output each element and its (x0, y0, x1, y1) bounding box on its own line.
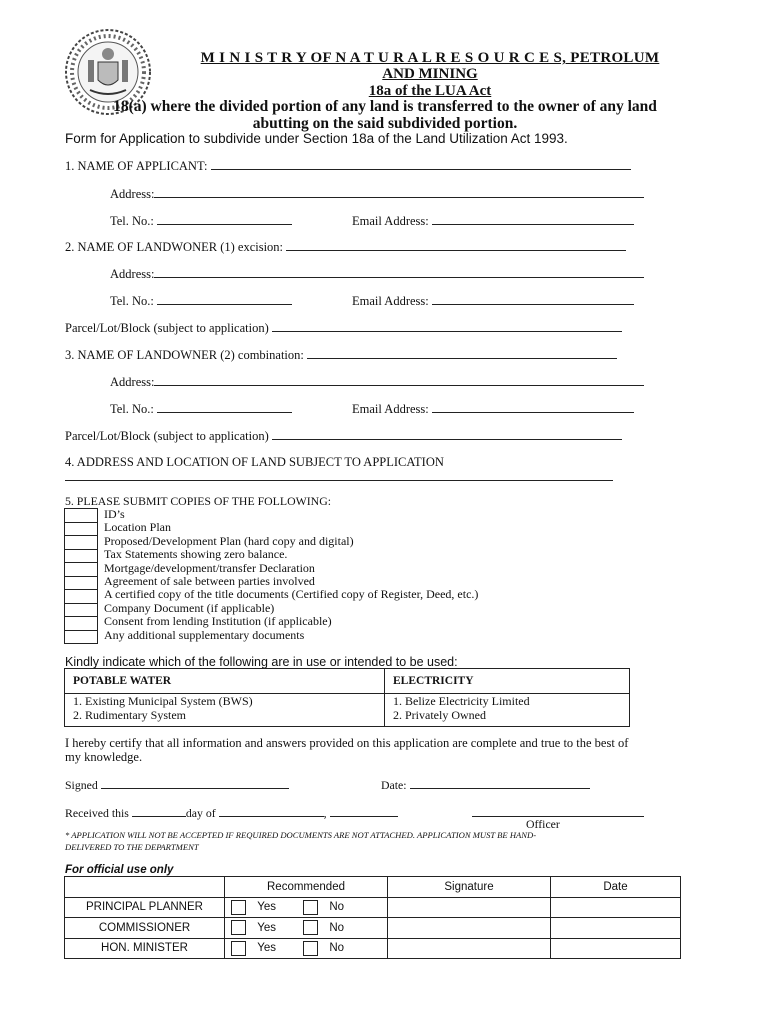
commissioner-yes-checkbox[interactable] (231, 920, 246, 935)
applicant-name-field[interactable] (211, 157, 631, 170)
hon-minister-no-checkbox[interactable] (303, 941, 318, 956)
hon-minister-signature-cell[interactable] (388, 938, 551, 959)
list-item: A certified copy of the title documents (Certified copy of Register, Deed, etc.) (104, 587, 479, 602)
applicant-tel-label: Tel. No.: (110, 214, 154, 228)
potable-water-header: POTABLE WATER (65, 669, 385, 694)
landowner1-name-field[interactable] (286, 238, 626, 251)
list-item: Location Plan (104, 520, 171, 535)
landowner1-parcel-label: Parcel/Lot/Block (subject to application) (65, 321, 269, 335)
landowner1-email-field[interactable] (432, 292, 634, 305)
no-label: No (329, 921, 345, 934)
landowner2-name-field[interactable] (307, 346, 617, 359)
landowner1-address-field[interactable] (154, 265, 644, 278)
notice-line1: * APPLICATION WILL NOT BE ACCEPTED IF REQUIRED DOCUMENTS ARE NOT ATTACHED. APPLICATION MUST BE HAND- (65, 830, 537, 840)
list-item: Consent from lending Institution (if applicable) (104, 614, 332, 629)
checkbox-company-document[interactable] (64, 604, 98, 618)
checkbox-title-documents[interactable] (64, 590, 98, 604)
day-of-label: day of (185, 806, 216, 820)
no-label: No (329, 901, 345, 914)
landowner2-parcel-field[interactable] (272, 427, 622, 440)
signature-field[interactable] (101, 776, 289, 789)
yes-label: Yes (257, 921, 276, 934)
list-item: Mortgage/development/transfer Declaration (104, 560, 315, 575)
landowner2-email-field[interactable] (432, 400, 634, 413)
hon-minister-yes-checkbox[interactable] (231, 941, 246, 956)
no-label: No (329, 942, 345, 955)
role-commissioner: COMMISSIONER (65, 918, 225, 939)
landowner2-tel-label: Tel. No.: (110, 402, 154, 416)
document-checkbox-column (64, 508, 98, 644)
applicant-email-label: Email Address: (352, 214, 429, 228)
checkbox-supplementary-documents[interactable] (64, 631, 98, 645)
landowner2-parcel-label: Parcel/Lot/Block (subject to application) (65, 429, 269, 443)
water-option-rudimentary[interactable]: 2. Rudimentary System (73, 707, 186, 722)
received-month-field[interactable] (219, 804, 324, 817)
act-reference: 18a of the LUA Act (368, 83, 492, 99)
electricity-option-bel[interactable]: 1. Belize Electricity Limited (393, 694, 530, 708)
applicant-address-field[interactable] (154, 185, 644, 198)
landowner1-tel-label: Tel. No.: (110, 294, 154, 308)
landowner1-parcel-field[interactable] (272, 319, 622, 332)
principal-planner-date-cell[interactable] (551, 897, 681, 918)
officer-label: Officer (526, 817, 560, 831)
ministry-title: M I N I S T R Y OF N A T U R A L R E S O U R C E S, PETROLUM (200, 50, 660, 66)
checkbox-development-plan[interactable] (64, 536, 98, 550)
landowner2-name-label: 3. NAME OF LANDOWNER (2) combination: (65, 348, 304, 362)
landowner1-tel-field[interactable] (157, 292, 292, 305)
commissioner-date-cell[interactable] (551, 918, 681, 939)
landowner2-email-label: Email Address: (352, 402, 429, 416)
landowner2-address-field[interactable] (154, 373, 644, 386)
received-year-field[interactable] (330, 804, 398, 817)
applicant-tel-field[interactable] (157, 212, 292, 225)
official-use-table (64, 876, 681, 959)
list-item: Agreement of sale between parties involved (104, 574, 315, 589)
section4-label: 4. ADDRESS AND LOCATION OF LAND SUBJECT TO APPLICATION (65, 455, 444, 469)
recommended-column-header: Recommended (225, 877, 388, 898)
checkbox-lending-consent[interactable] (64, 617, 98, 631)
date-column-header: Date (551, 877, 681, 898)
section-heading-line2: abutting on the said subdivided portion. (252, 115, 518, 132)
checkbox-ids[interactable] (64, 508, 98, 523)
yes-label: Yes (257, 901, 276, 914)
date-label: Date: (381, 778, 407, 792)
received-day-field[interactable] (132, 804, 186, 817)
electricity-option-private[interactable]: 2. Privately Owned (393, 707, 486, 722)
applicant-email-field[interactable] (432, 212, 634, 225)
principal-planner-signature-cell[interactable] (388, 897, 551, 918)
checkbox-location-plan[interactable] (64, 523, 98, 537)
hon-minister-date-cell[interactable] (551, 938, 681, 959)
landowner1-address-label: Address: (110, 267, 155, 281)
certification-text-line1: I hereby certify that all information and answers provided on this application are complete and true to the best of (65, 736, 629, 750)
landowner2-tel-field[interactable] (157, 400, 292, 413)
list-item: Tax Statements showing zero balance. (104, 547, 288, 562)
signature-column-header: Signature (388, 877, 551, 898)
landowner1-email-label: Email Address: (352, 294, 429, 308)
utilities-intro: Kindly indicate which of the following are in use or intended to be used: (65, 655, 458, 669)
utilities-table (64, 668, 630, 727)
form-subtitle: Form for Application to subdivide under Section 18a of the Land Utilization Act 1993. (65, 131, 568, 146)
list-item: Any additional supplementary documents (104, 627, 305, 642)
landowner1-name-label: 2. NAME OF LANDWONER (1) excision: (65, 240, 284, 254)
notice-line2: DELIVERED TO THE DEPARTMENT (65, 842, 199, 852)
applicant-name-label: 1. NAME OF APPLICANT: (65, 159, 208, 173)
comma-separator: , (323, 806, 327, 820)
role-column-header (65, 877, 225, 898)
required-documents-list (104, 508, 478, 642)
principal-planner-yes-checkbox[interactable] (231, 900, 246, 915)
role-principal-planner: PRINCIPAL PLANNER (65, 897, 225, 918)
role-hon-minister: HON. MINISTER (65, 938, 225, 959)
checkbox-agreement-of-sale[interactable] (64, 577, 98, 591)
received-label: Received this (65, 806, 129, 820)
water-option-municipal[interactable]: 1. Existing Municipal System (BWS) (73, 694, 253, 708)
principal-planner-no-checkbox[interactable] (303, 900, 318, 915)
certification-text-line2: my knowledge. (65, 750, 143, 764)
date-field[interactable] (410, 776, 590, 789)
commissioner-signature-cell[interactable] (388, 918, 551, 939)
checkbox-tax-statements[interactable] (64, 550, 98, 564)
list-item: ID’s (104, 507, 125, 521)
checkbox-mortgage-declaration[interactable] (64, 563, 98, 577)
ministry-title-line2: AND MINING (382, 66, 478, 82)
list-item: Proposed/Development Plan (hard copy and digital) (104, 533, 354, 548)
commissioner-no-checkbox[interactable] (303, 920, 318, 935)
applicant-address-label: Address: (110, 187, 155, 201)
section4-address-field[interactable] (65, 480, 613, 481)
electricity-header: ELECTRICITY (385, 669, 630, 694)
section-heading-line1: 18(a) where the divided portion of any land is transferred to the owner of any land (113, 98, 657, 115)
list-item: Company Document (if applicable) (104, 600, 275, 615)
landowner2-address-label: Address: (110, 375, 155, 389)
yes-label: Yes (257, 942, 276, 955)
section5-label: 5. PLEASE SUBMIT COPIES OF THE FOLLOWING: (65, 494, 331, 508)
official-use-title: For official use only (65, 864, 174, 876)
signed-label: Signed (65, 778, 98, 792)
